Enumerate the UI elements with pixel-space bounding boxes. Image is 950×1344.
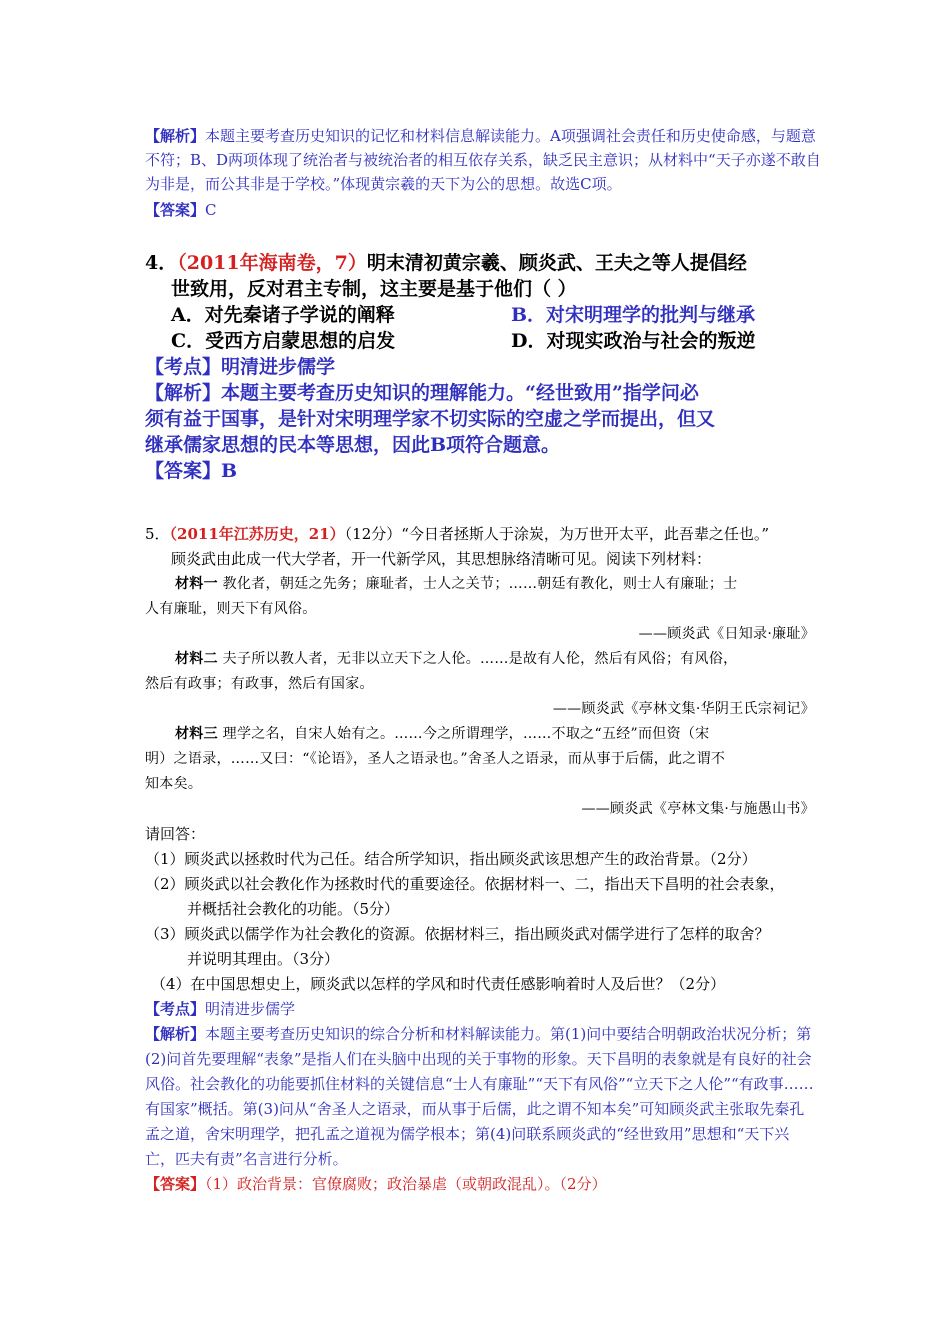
q4-options-row2 [145, 328, 835, 354]
material-1-label: 材料一 [175, 576, 218, 592]
option-c: C．受西方启蒙思想的启发 [171, 330, 396, 352]
material-3-line2: 明）之语录，……又曰：“《论语》，圣人之语录也。”舍圣人之语录，而从事于后儒，此之谓不 [145, 751, 726, 767]
sub-question-2-line2: 并概括社会教化的功能。（5分） [187, 900, 400, 918]
point-text: 明清进步儒学 [221, 356, 336, 378]
material-2-text: 夫子所以教人者，无非以立天下之人伦。……是故有人伦，然后有风俗；有风俗， [217, 651, 738, 667]
material-3-source: ——顾炎武《亭林文集·与施愚山书》 [581, 801, 815, 817]
q4-stem-line2: 世致用，反对君主专制，这主要是基于他们（ ） [171, 278, 577, 300]
q5-answer [145, 1172, 815, 1197]
q5-source: （2011年江苏历史，21） [169, 525, 345, 543]
analysis-tag: 【解析】 [145, 1025, 206, 1043]
sub-question-3-line2: 并说明其理由。（3分） [187, 950, 340, 968]
q3-analysis [145, 124, 825, 196]
sub-question-2-line1: （2）顾炎武以社会教化作为拯救时代的重要途径。依据材料一、二，指出天下昌明的社会表象， [145, 875, 785, 893]
q5-stem-line1 [145, 522, 815, 547]
sub-question-4: （4）在中国思想史上，顾炎武以怎样的学风和时代责任感影响着时人及后世？（2分） [151, 975, 726, 993]
q4-answer [145, 458, 835, 484]
analysis-text: 本题主要考查历史知识的综合分析和材料解读能力。第(1)问中要结合明朝政治状况分析；第(2)问首先要理解“表象”是指人们在头脑中出现的关于事物的形象。天下昌明的表象就是有良好的社会风俗。社会教化的功能要抓住材料的关键信息“士人有廉耻”“天下有风俗”“立天下之人伦”“有政事……有国家”概括。第(3)问从“舍圣人之语录，而从事于后儒，此之谓不知本矣”可知顾炎武主张取先秦孔孟之道，舍宋明理学，把孔孟之道视为儒学根本；第(4)问联系顾炎武的“经世致用”思想和“天下兴亡，匹夫有责”名言进行分析。 [145, 1025, 814, 1168]
q4-point [145, 354, 835, 380]
option-d: D．对现实政治与社会的叛逆 [511, 330, 756, 352]
q4-stem: 明末清初黄宗羲、顾炎武、王夫之等人提倡经 [366, 252, 747, 274]
sub-question-3-line1: （3）顾炎武以儒学作为社会教化的资源。依据材料三，指出顾炎武对儒学进行了怎样的取舍？ [145, 925, 770, 943]
analysis-text: 本题主要考查历史知识的记忆和材料信息解读能力。A项强调社会责任和历史使命感，与题意不符；B、D两项体现了统治者与被统治者的相互依存关系，缺乏民主意识；从材料中“天子亦遂不敢自为非是，而公其非是于学校。”体现黄宗羲的天下为公的思想。故选C项。 [145, 127, 821, 193]
material-3-label: 材料三 [175, 726, 218, 742]
q4-stem-line1 [145, 250, 835, 276]
material-1-source: ——顾炎武《日知录·廉耻》 [638, 626, 815, 642]
material-1-line2: 人有廉耻，则天下有风俗。 [145, 601, 317, 617]
q4-analysis-line2: 须有益于国事，是针对宋明理学家不切实际的空虚之学而提出，但又 [145, 408, 716, 430]
material-3-line1 [145, 722, 815, 747]
q5-stem-line2: 顾炎武由此成一代大学者，开一代新学风，其思想脉络清晰可见。阅读下列材料： [171, 550, 712, 568]
answer-tag: 【答案】 [145, 1175, 206, 1193]
option-a: A．对先秦诸子学说的阐释 [171, 304, 395, 326]
q5-analysis [145, 1022, 815, 1172]
q5-stem: （12分）“今日者拯斯人于涂炭，为万世开太平，此吾辈之任也。” [344, 525, 770, 543]
point-tag: 【考点】 [145, 1000, 206, 1018]
material-2-source: ——顾炎武《亭林文集·华阴王氏宗祠记》 [552, 701, 815, 717]
analysis-tag: 【解析】 [145, 382, 222, 404]
point-tag: 【考点】 [145, 356, 222, 378]
answer-tag: 【答案】 [145, 201, 206, 219]
answer-value: B [221, 460, 238, 482]
q3-answer [145, 198, 825, 222]
q4-block [145, 250, 835, 484]
analysis-tag: 【解析】 [145, 127, 206, 145]
q5-number: 5． [145, 525, 170, 543]
material-3-text: 理学之名，自宋人始有之。……今之所谓理学，……不取之“五经”而但资（宋 [217, 726, 710, 742]
material-2-line2: 然后有政事；有政事，然后有国家。 [145, 676, 374, 692]
material-1-text: 教化者，朝廷之先务；廉耻者，士人之关节；……朝廷有教化，则士人有廉耻；士 [217, 576, 738, 592]
material-3-line3: 知本矣。 [145, 776, 203, 792]
answer-value: C [205, 201, 217, 219]
material-2-line1 [145, 647, 815, 672]
q3-analysis-block [145, 124, 825, 222]
q4-analysis-line3: 继承儒家思想的民本等思想，因此B项符合题意。 [145, 434, 561, 456]
material-1-line1 [145, 572, 815, 597]
material-2-label: 材料二 [175, 651, 218, 667]
q4-source: （2011年海南卷，7） [177, 252, 367, 274]
analysis-text: 本题主要考查历史知识的理解能力。“经世致用”指学问必 [221, 382, 699, 404]
q4-analysis-line1 [145, 380, 835, 406]
answer-tag: 【答案】 [145, 460, 222, 482]
q5-point [145, 997, 815, 1022]
q4-options-row1 [145, 302, 835, 328]
point-text: 明清进步儒学 [205, 1000, 296, 1018]
option-b: B．对宋明理学的批判与继承 [511, 304, 756, 326]
q4-number: 4． [145, 252, 178, 274]
q5-ask: 请回答： [145, 825, 206, 843]
sub-question-1: （1）顾炎武以拯救时代为己任。结合所学知识，指出顾炎武该思想产生的政治背景。（2分） [145, 850, 757, 868]
q5-block [145, 522, 815, 1197]
answer-text: （1）政治背景：官僚腐败；政治暴虐（或朝政混乱）。（2分） [205, 1175, 607, 1193]
